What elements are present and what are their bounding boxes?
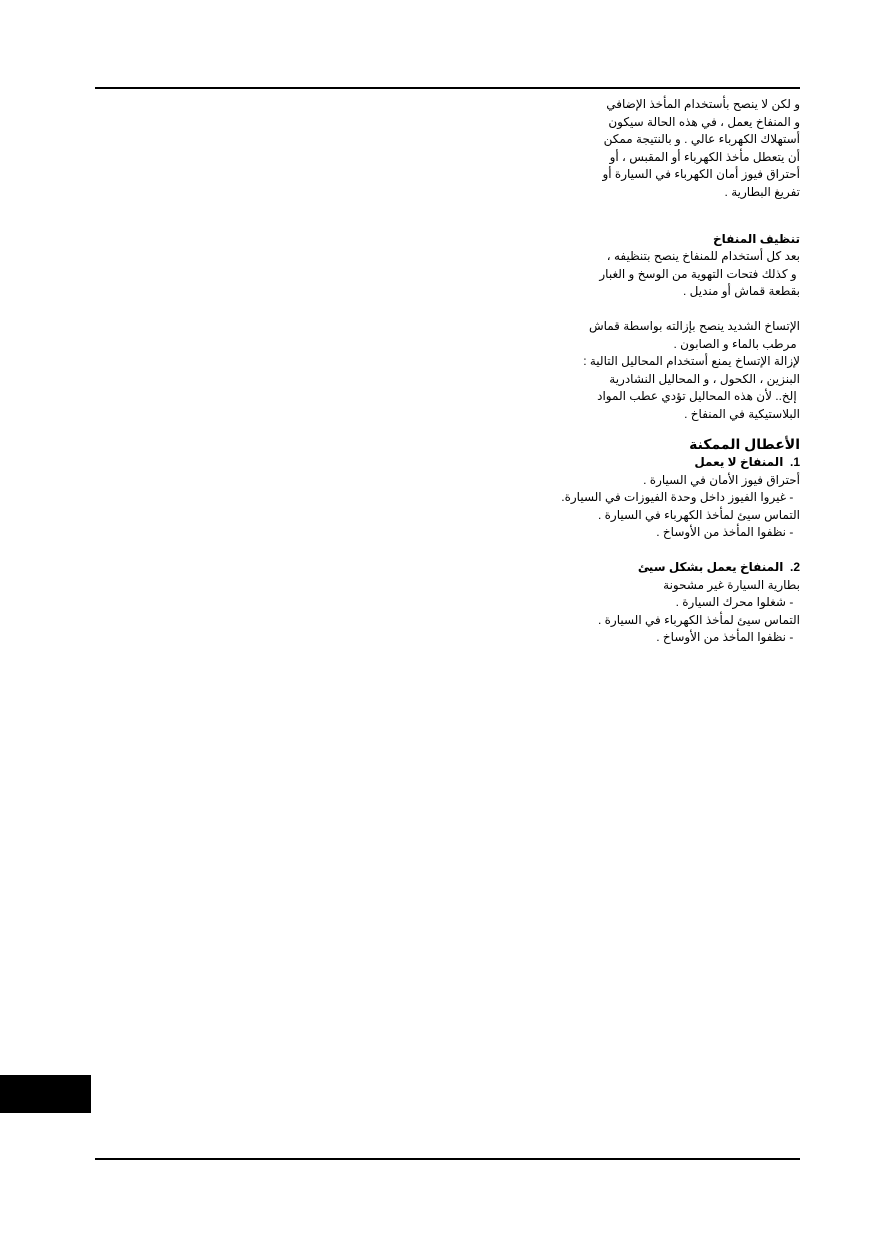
text-line: أستهلاك الكهرباء عالي . و بالنتيجة ممكن (603, 132, 800, 146)
text-line: لإزالة الإتساخ يمنع أستخدام المحاليل التالية : (583, 354, 800, 368)
text-line: التماس سيئ لمأخذ الكهرباء في السيارة . (597, 612, 800, 627)
text-line: - نظفوا المأخذ من الأوساخ . (656, 525, 800, 539)
troubleshooting-heading: الأعطال الممكنة (689, 436, 800, 452)
footer-rule (95, 1158, 800, 1160)
text-line: الإتساخ الشديد ينصح بإزالته بواسطة قماش (588, 319, 800, 333)
text-line: - غيروا الفيوز داخل وحدة الفيوزات في السيارة. (561, 490, 800, 504)
text-line: إلخ.. لأن هذه المحاليل تؤدي عطب المواد (597, 389, 800, 403)
text-line: بقطعة قماش أو منديل . (682, 284, 800, 298)
text-line: التماس سيئ لمأخذ الكهرباء في السيارة . (597, 507, 800, 522)
text-line: بطارية السيارة غير مشحونة (663, 577, 800, 592)
fault-item (430, 559, 800, 647)
text-line: بعد كل أستخدام للمنفاخ ينصح بتنظيفه ، (606, 249, 800, 263)
troubleshooting-section (430, 435, 800, 647)
cleaning-section (430, 231, 800, 424)
text-line: و لكن لا ينصح بأستخدام المأخذ الإضافي (606, 97, 800, 111)
fault-item (430, 454, 800, 542)
text-line: و المنفاخ يعمل ، في هذه الحالة سيكون (608, 114, 800, 129)
header-rule (95, 87, 800, 89)
text-line: البنزين ، الكحول ، و المحاليل النشادرية (609, 371, 800, 386)
text-line: أحتراق فيوز أمان الكهرباء في السيارة أو (602, 167, 800, 181)
text-line: أن يتعطل مأخذ الكهرباء أو المقبس ، أو (609, 149, 800, 164)
manual-text-column (430, 96, 800, 647)
text-line: مرطب بالماء و الصابون . (673, 336, 800, 351)
text-line: تفريغ البطارية . (724, 184, 800, 199)
cleaning-heading: تنظيف المنفاخ (713, 231, 800, 246)
text-line: - نظفوا المأخذ من الأوساخ . (656, 630, 800, 644)
text-line: أحتراق فيوز الأمان في السيارة . (643, 472, 800, 487)
fault-heading: 2. المنفاخ يعمل بشكل سيئ (637, 560, 800, 574)
text-line: البلاستيكية في المنفاخ . (684, 406, 800, 421)
accessories-note (430, 96, 800, 201)
text-line: و كذلك فتحات التهوية من الوسخ و الغبار (599, 266, 800, 281)
page-tab-marker (0, 1075, 91, 1113)
fault-heading: 1. المنفاخ لا يعمل (694, 455, 800, 469)
text-line: - شغلوا محرك السيارة . (675, 595, 800, 609)
